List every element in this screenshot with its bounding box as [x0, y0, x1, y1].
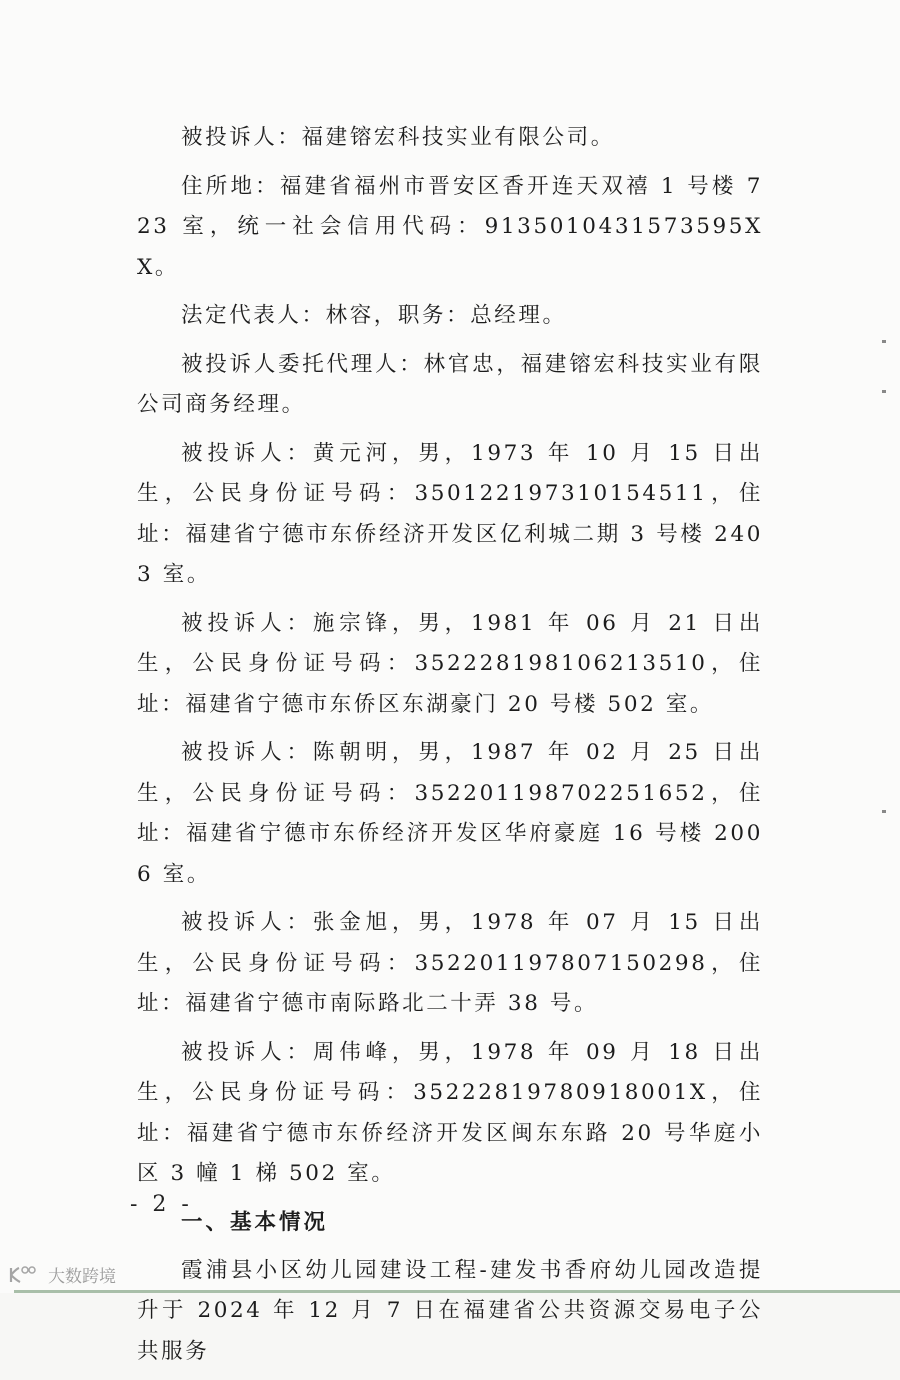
- watermark-text: 大数跨境: [48, 1267, 116, 1287]
- document-body: [137, 118, 763, 1380]
- scan-mark: [882, 340, 886, 343]
- authorized-agent: 被投诉人委托代理人：林官忠，福建镕宏科技实业有限公司商务经理。: [137, 351, 763, 417]
- respondent-shi: 被投诉人：施宗锋，男，1981 年 06 月 21 日出生，公民身份证号码：352228198106213510，住址：福建省宁德市东侨区东湖豪门 20 号楼 502 室。: [137, 610, 763, 717]
- company-address: 住所地：福建省福州市晋安区香开连天双禧 1 号楼 723 室，统一社会信用代码：9135010431573595XX。: [137, 173, 763, 280]
- respondent-company: 被投诉人：福建镕宏科技实业有限公司。: [181, 125, 615, 150]
- respondent-zhang: 被投诉人：张金旭，男，1978 年 07 月 15 日出生，公民身份证号码：352201197807150298，住址：福建省宁德市南际路北二十弄 38 号。: [137, 910, 763, 1016]
- basic-situation-paragraph: 霞浦县小区幼儿园建设工程-建发书香府幼儿园改造提升于 2024 年 12 月 7 日在福建省公共资源交易电子公共服务: [137, 1257, 763, 1364]
- respondent-huang: 被投诉人：黄元河，男，1973 年 10 月 15 日出生，公民身份证号码：350122197310154511，住址：福建省宁德市东侨经济开发区亿利城二期 3 号楼 2403 室。: [137, 440, 763, 587]
- page-number: - 2 -: [130, 1192, 193, 1217]
- scan-mark: [882, 390, 886, 393]
- legal-representative: 法定代表人：林容，职务：总经理。: [181, 303, 567, 328]
- watermark: [8, 1262, 116, 1287]
- respondent-chen: 被投诉人：陈朝明，男，1987 年 02 月 25 日出生，公民身份证号码：352201198702251652，住址：福建省宁德市东侨经济开发区华府豪庭 16 号楼 2006 室。: [137, 740, 763, 887]
- respondent-zhou: 被投诉人：周伟峰，男，1978 年 09 月 18 日出生，公民身份证号码：35222819780918001X，住址：福建省宁德市东侨经济开发区闽东东路 20 号华庭小区 3 幢 1 梯 502 室。: [137, 1039, 763, 1186]
- section-heading: 一、基本情况: [181, 1209, 329, 1235]
- scan-mark: [882, 810, 886, 813]
- watermark-logo-icon: [8, 1265, 42, 1285]
